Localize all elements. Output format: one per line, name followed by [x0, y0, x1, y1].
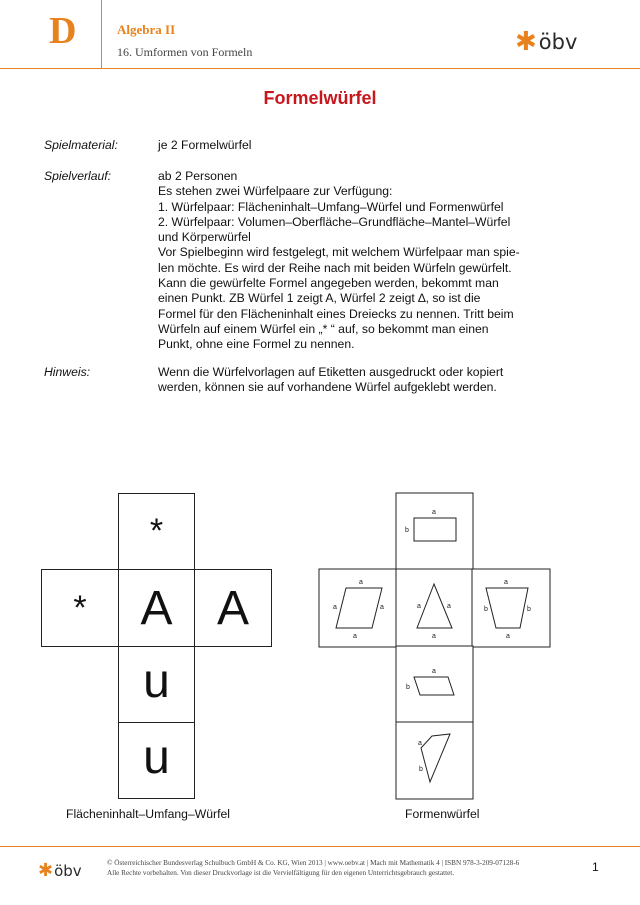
label-b: b: [405, 527, 409, 534]
label-a: a: [432, 668, 436, 675]
face-below-2: [396, 722, 473, 799]
label-b: b: [406, 684, 410, 691]
label-a: a: [417, 603, 421, 610]
label-a: a: [432, 633, 436, 640]
cube2-caption: Formenwürfel: [405, 807, 480, 821]
oebv-logo-footer: ✱öbv: [38, 860, 82, 880]
book-title: Algebra II: [117, 22, 176, 37]
label-b: b: [419, 766, 423, 773]
footer-rule: [0, 846, 640, 847]
oebv-star-icon: ✱: [515, 26, 537, 56]
section-label: Hinweis:: [44, 365, 91, 379]
face-symbol: u: [143, 731, 170, 784]
section-text: je 2 Formelwürfel: [158, 138, 252, 152]
face-symbol: *: [73, 588, 87, 627]
label-b: b: [484, 606, 488, 613]
label-a: a: [506, 633, 510, 640]
label-b: b: [527, 606, 531, 613]
label-a: a: [504, 579, 508, 586]
face-left: [319, 569, 397, 647]
chapter-letter: D: [49, 10, 77, 52]
label-a: a: [353, 633, 357, 640]
face-symbol: u: [143, 655, 170, 708]
copyright-text: © Österreichischer Bundesverlag Schulbuch GmbH & Co. KG, Wien 2013 | www.oebv.at | Mach mit Mathematik 4 | ISBN 978-3-209-07128-6 Alle Rechte vorbehalten. Von dieser Druckvorlage ist die Vervielfältigung für den eigenen Unterrichtsgebrauch gestattet.: [107, 859, 520, 877]
oebv-logo: ✱öbv: [515, 26, 578, 56]
chapter-title: 16. Umformen von Formeln: [117, 45, 253, 59]
label-a: a: [418, 740, 422, 747]
page-number: 1: [592, 860, 599, 874]
face-symbol: A: [216, 581, 249, 635]
label-a: a: [432, 509, 436, 516]
label-a: a: [359, 579, 363, 586]
label-a: a: [447, 603, 451, 610]
oebv-star-icon: ✱: [38, 860, 54, 880]
page-title: Formelwürfel: [263, 88, 377, 108]
face-symbol: A: [140, 581, 173, 635]
section-label: Spielverlauf:: [44, 169, 112, 183]
section-text: Wenn die Würfelvorlagen auf Etiketten ausgedruckt oder kopiert werden, können sie auf vorhandene Würfel aufgeklebt werden.: [158, 365, 504, 395]
section-text: ab 2 Personen Es stehen zwei Würfelpaare zur Verfügung: 1. Würfelpaar: Flächeninhalt–Umfang–Würfel und Formenwürfel 2. Würfelpaar: Volumen–Oberfläche–Grundfläche–Mantel–Würfel und Körperwürfel Vor Spielbeginn wird festgelegt, mit welchem Würfelpaar man spie- len möchte. Es wird der Reihe nach mit beiden Würfeln gewürfelt. Kann die gewürfelte Formel angegeben werden, bekommt man einen Punkt. ZB Würfel 1 zeigt A, Würfel 2 zeigt ∆, so ist die Formel für den Flächeninhalt eines Dreiecks zu nennen. Tritt beim Würfeln auf einem Würfel ein „* “ auf, so bekommt man einen Punkt, ohne eine Formel zu nennen.: [158, 169, 520, 352]
face-symbol: *: [149, 512, 164, 550]
label-a: a: [333, 604, 337, 611]
cube1-caption: Flächeninhalt–Umfang–Würfel: [66, 807, 230, 821]
section-label: Spielmaterial:: [44, 138, 118, 152]
label-a: a: [380, 604, 384, 611]
